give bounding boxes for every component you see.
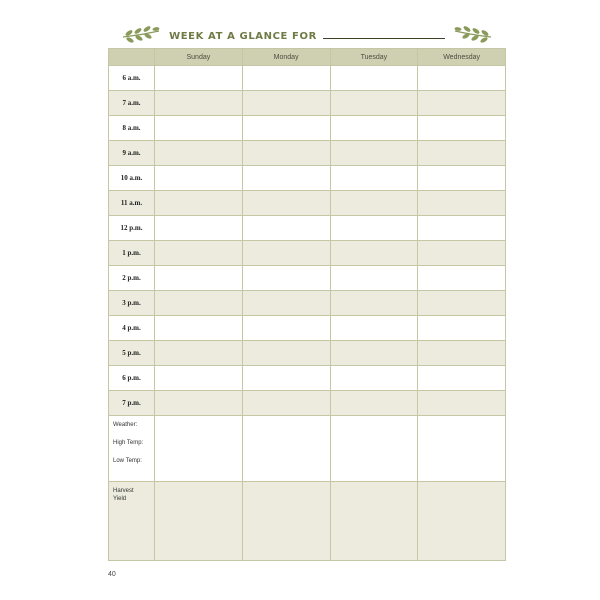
schedule-cell[interactable] — [242, 116, 330, 141]
time-label: 5 p.m. — [109, 341, 155, 366]
schedule-cell[interactable] — [155, 91, 243, 116]
time-label: 10 a.m. — [109, 166, 155, 191]
day-header-sunday: Sunday — [155, 49, 243, 66]
day-header-wednesday: Wednesday — [418, 49, 506, 66]
time-row — [109, 291, 506, 316]
schedule-cell[interactable] — [330, 366, 418, 391]
time-row — [109, 391, 506, 416]
schedule-cell[interactable] — [418, 291, 506, 316]
time-label: 9 a.m. — [109, 141, 155, 166]
weather-label-cell — [109, 416, 155, 482]
schedule-cell[interactable] — [155, 391, 243, 416]
schedule-cell[interactable] — [418, 66, 506, 91]
schedule-cell[interactable] — [155, 191, 243, 216]
schedule-cell[interactable] — [242, 91, 330, 116]
schedule-cell[interactable] — [155, 316, 243, 341]
time-label: 4 p.m. — [109, 316, 155, 341]
schedule-cell[interactable] — [155, 216, 243, 241]
schedule-cell[interactable] — [155, 166, 243, 191]
harvest-cell[interactable] — [330, 482, 418, 561]
weekly-planner-table — [108, 48, 506, 561]
schedule-cell[interactable] — [418, 141, 506, 166]
schedule-cell[interactable] — [242, 266, 330, 291]
schedule-cell[interactable] — [155, 241, 243, 266]
schedule-cell[interactable] — [330, 91, 418, 116]
schedule-cell[interactable] — [330, 266, 418, 291]
weather-cell[interactable] — [242, 416, 330, 482]
title-text: WEEK AT A GLANCE FOR — [169, 31, 317, 42]
time-label: 11 a.m. — [109, 191, 155, 216]
schedule-cell[interactable] — [242, 241, 330, 266]
weather-row — [109, 416, 506, 482]
schedule-cell[interactable] — [418, 91, 506, 116]
schedule-cell[interactable] — [242, 141, 330, 166]
day-header-tuesday: Tuesday — [330, 49, 418, 66]
time-row — [109, 166, 506, 191]
time-row — [109, 316, 506, 341]
schedule-cell[interactable] — [330, 241, 418, 266]
time-label: 6 a.m. — [109, 66, 155, 91]
time-row — [109, 66, 506, 91]
weather-cell[interactable] — [155, 416, 243, 482]
schedule-cell[interactable] — [155, 116, 243, 141]
time-row — [109, 116, 506, 141]
schedule-cell[interactable] — [330, 141, 418, 166]
schedule-cell[interactable] — [330, 341, 418, 366]
schedule-cell[interactable] — [242, 191, 330, 216]
corner-cell — [109, 49, 155, 66]
schedule-cell[interactable] — [330, 216, 418, 241]
schedule-cell[interactable] — [418, 166, 506, 191]
harvest-label-cell — [109, 482, 155, 561]
schedule-cell[interactable] — [242, 291, 330, 316]
schedule-cell[interactable] — [242, 66, 330, 91]
sprig-icon — [453, 25, 493, 45]
weather-label: Weather: — [113, 422, 138, 428]
schedule-cell[interactable] — [330, 116, 418, 141]
schedule-cell[interactable] — [418, 266, 506, 291]
weather-cell[interactable] — [330, 416, 418, 482]
time-label: 8 a.m. — [109, 116, 155, 141]
schedule-cell[interactable] — [155, 366, 243, 391]
schedule-cell[interactable] — [242, 316, 330, 341]
schedule-cell[interactable] — [418, 241, 506, 266]
time-row — [109, 341, 506, 366]
page-header — [108, 24, 506, 46]
schedule-cell[interactable] — [155, 66, 243, 91]
time-label: 2 p.m. — [109, 266, 155, 291]
schedule-cell[interactable] — [330, 191, 418, 216]
schedule-cell[interactable] — [330, 316, 418, 341]
time-label: 7 p.m. — [109, 391, 155, 416]
weather-cell[interactable] — [418, 416, 506, 482]
time-row — [109, 216, 506, 241]
schedule-cell[interactable] — [242, 166, 330, 191]
schedule-cell[interactable] — [418, 216, 506, 241]
harvest-label: Harvest — [113, 488, 134, 494]
schedule-cell[interactable] — [418, 366, 506, 391]
time-label: 3 p.m. — [109, 291, 155, 316]
schedule-cell[interactable] — [155, 341, 243, 366]
schedule-cell[interactable] — [242, 366, 330, 391]
day-header-row — [109, 49, 506, 66]
time-row — [109, 91, 506, 116]
time-row — [109, 191, 506, 216]
schedule-cell[interactable] — [242, 216, 330, 241]
time-label: 1 p.m. — [109, 241, 155, 266]
time-row — [109, 366, 506, 391]
schedule-cell[interactable] — [418, 191, 506, 216]
schedule-cell[interactable] — [155, 141, 243, 166]
time-label: 6 p.m. — [109, 366, 155, 391]
time-label: 7 a.m. — [109, 91, 155, 116]
schedule-cell[interactable] — [418, 316, 506, 341]
yield-label: Yield — [113, 496, 127, 502]
harvest-cell[interactable] — [418, 482, 506, 561]
title-blank-line[interactable] — [323, 28, 445, 39]
time-row — [109, 141, 506, 166]
low-temp-label: Low Temp: — [113, 458, 142, 464]
schedule-cell[interactable] — [242, 341, 330, 366]
sprig-icon — [121, 25, 161, 45]
harvest-row — [109, 482, 506, 561]
time-row — [109, 241, 506, 266]
time-row — [109, 266, 506, 291]
page-number: 40 — [108, 571, 116, 578]
day-header-monday: Monday — [242, 49, 330, 66]
schedule-cell[interactable] — [330, 291, 418, 316]
schedule-cell[interactable] — [330, 66, 418, 91]
schedule-cell[interactable] — [242, 391, 330, 416]
page-title — [169, 28, 445, 42]
schedule-cell[interactable] — [330, 166, 418, 191]
schedule-cell[interactable] — [418, 391, 506, 416]
harvest-cell[interactable] — [155, 482, 243, 561]
schedule-cell[interactable] — [155, 266, 243, 291]
schedule-cell[interactable] — [418, 341, 506, 366]
schedule-cell[interactable] — [418, 116, 506, 141]
schedule-cell[interactable] — [330, 391, 418, 416]
high-temp-label: High Temp: — [113, 440, 144, 446]
schedule-cell[interactable] — [155, 291, 243, 316]
harvest-cell[interactable] — [242, 482, 330, 561]
time-label: 12 p.m. — [109, 216, 155, 241]
